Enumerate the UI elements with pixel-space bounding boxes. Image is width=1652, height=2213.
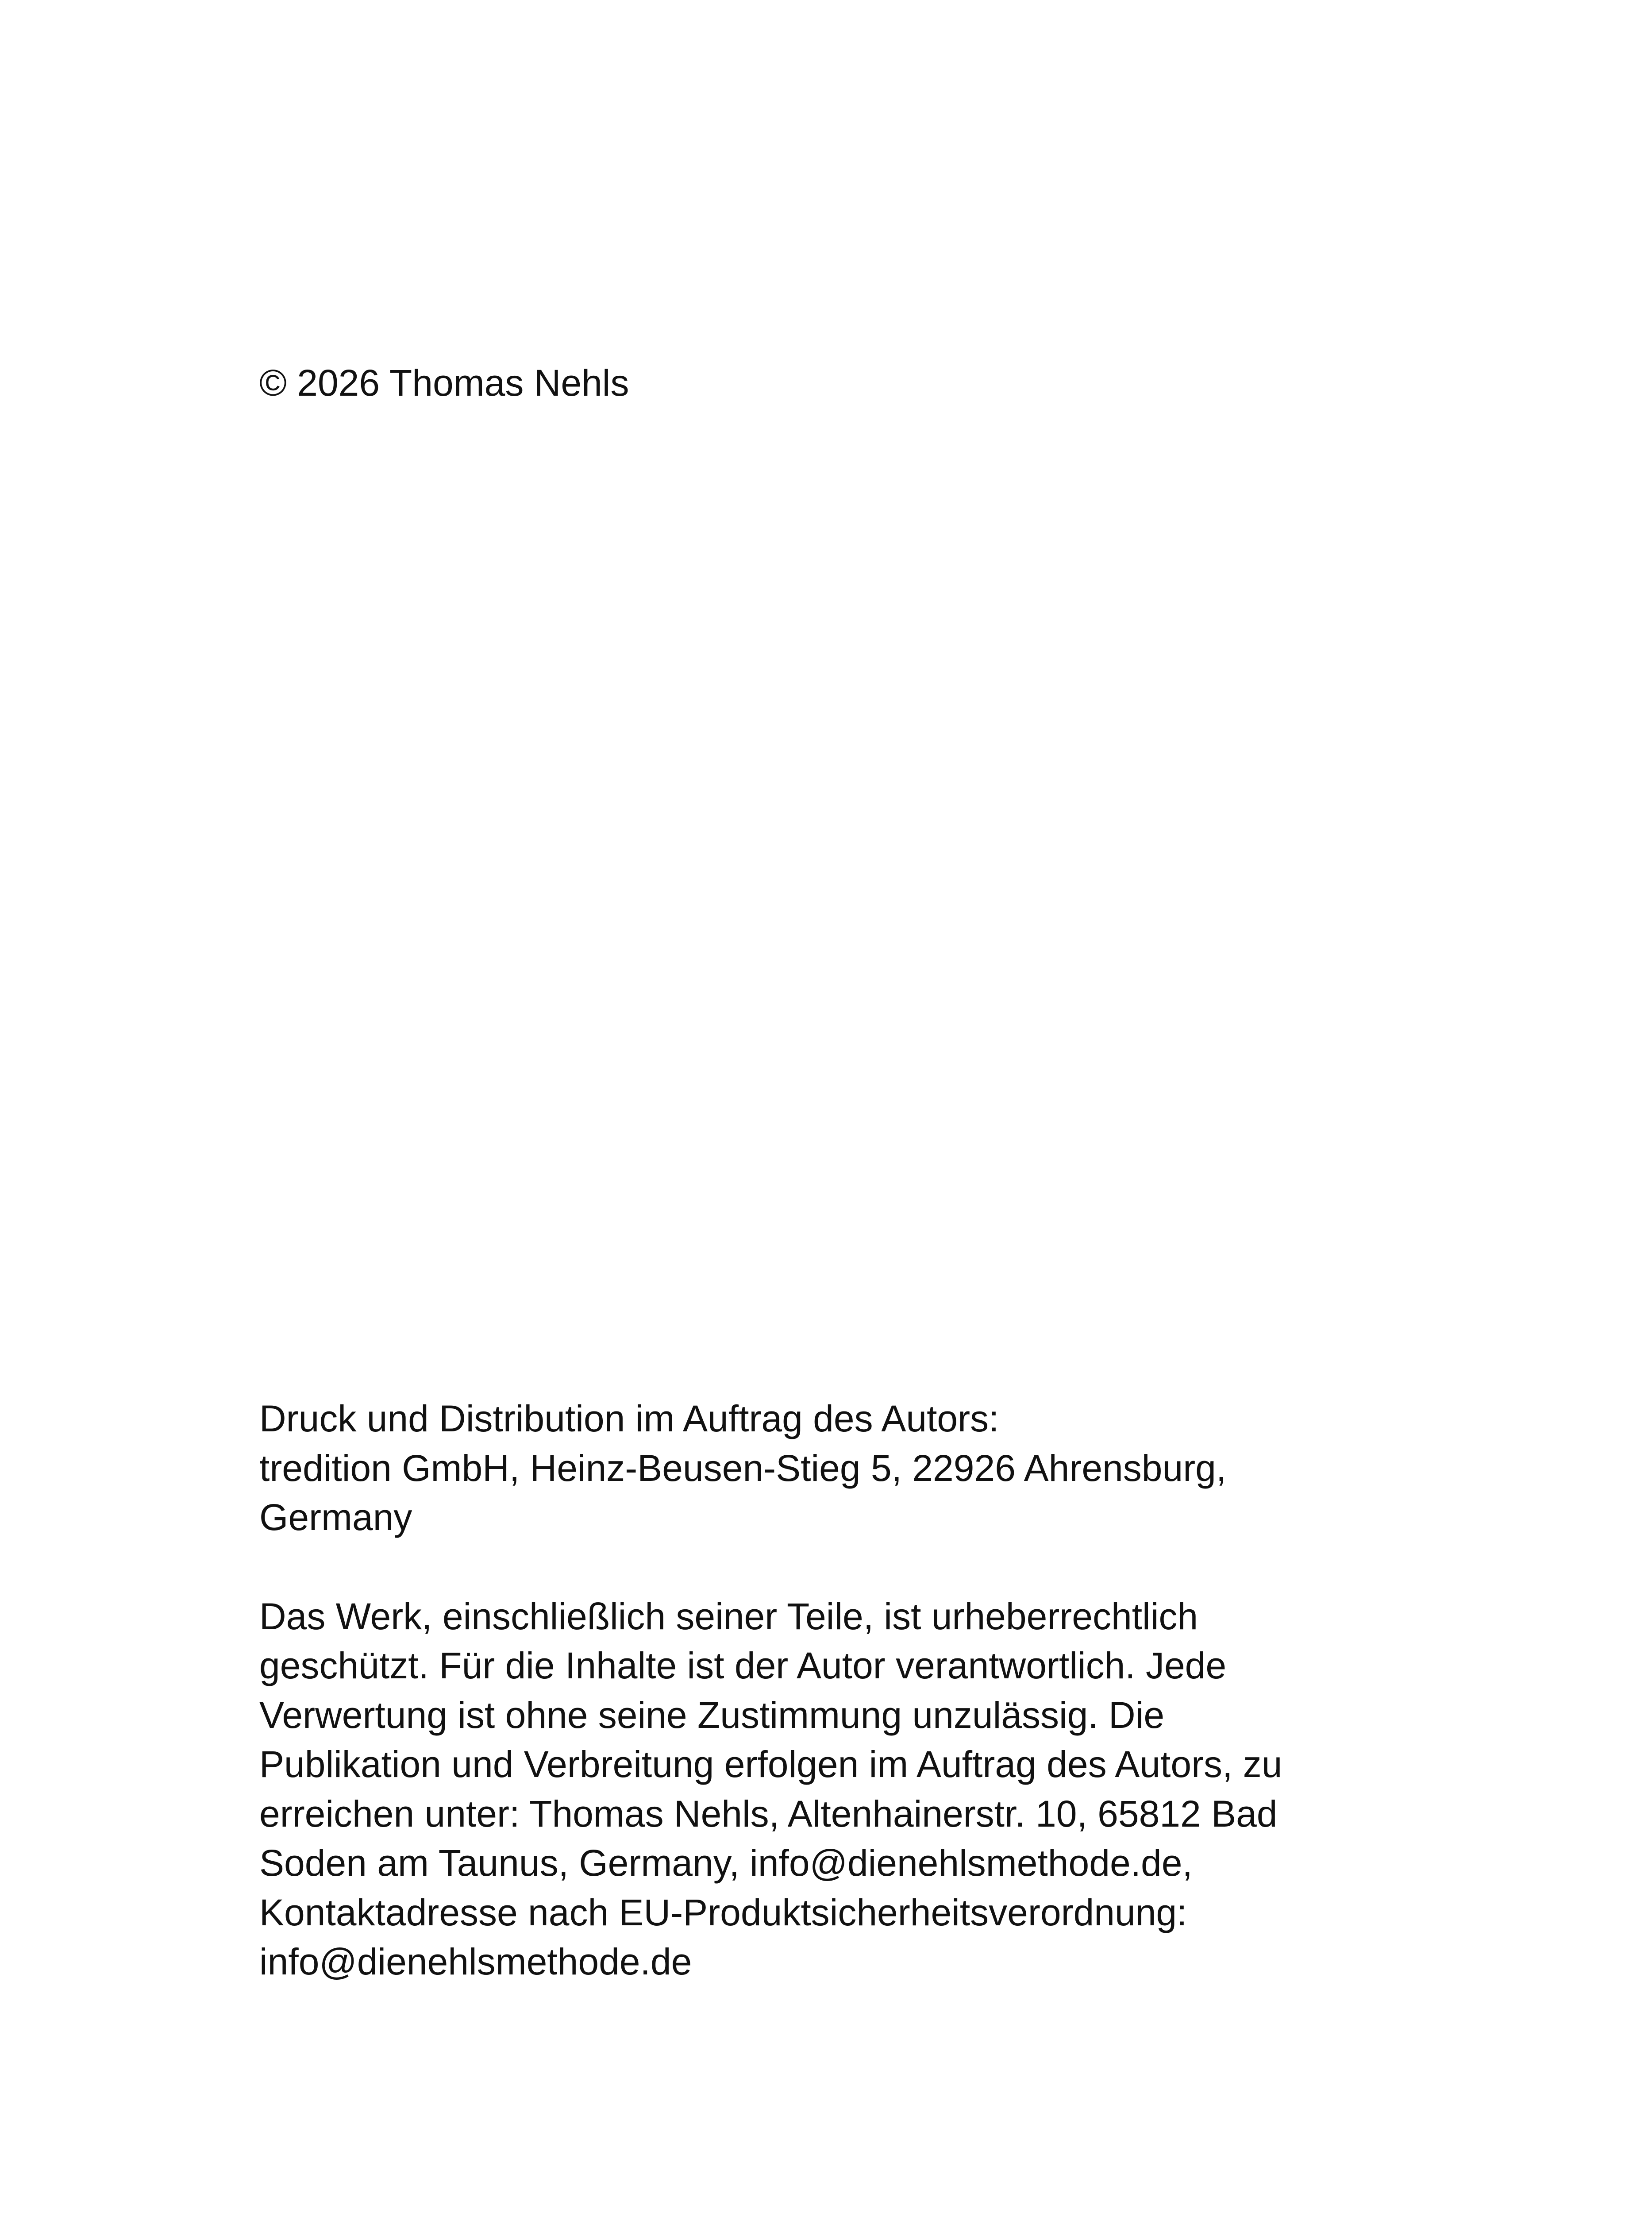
copyright-notice: © 2026 Thomas Nehls — [259, 362, 629, 404]
notice-line: erreichen unter: Thomas Nehls, Altenhainerstr. 10, 65812 Bad — [259, 1793, 1278, 1835]
notice-line: Publikation und Verbreitung erfolgen im Auftrag des Autors, zu — [259, 1743, 1282, 1785]
contact-email: info@dienehlsmethode.de — [259, 1941, 692, 1982]
imprint-address-line: Germany — [259, 1496, 412, 1538]
imprint-heading: Druck und Distribution im Auftrag des Autors: — [259, 1398, 999, 1439]
notice-line: Soden am Taunus, Germany, info@dienehlsmethode.de, — [259, 1842, 1193, 1884]
notice-line: Verwertung ist ohne seine Zustimmung unzulässig. Die — [259, 1694, 1165, 1736]
notice-line: Das Werk, einschließlich seiner Teile, ist urheberrechtlich — [259, 1596, 1198, 1637]
imprint-address-line: tredition GmbH, Heinz-Beusen-Stieg 5, 22926 Ahrensburg, — [259, 1447, 1227, 1489]
notice-line: Kontaktadresse nach EU-Produktsicherheitsverordnung: — [259, 1892, 1187, 1933]
notice-line: geschützt. Für die Inhalte ist der Autor verantwortlich. Jede — [259, 1645, 1227, 1686]
